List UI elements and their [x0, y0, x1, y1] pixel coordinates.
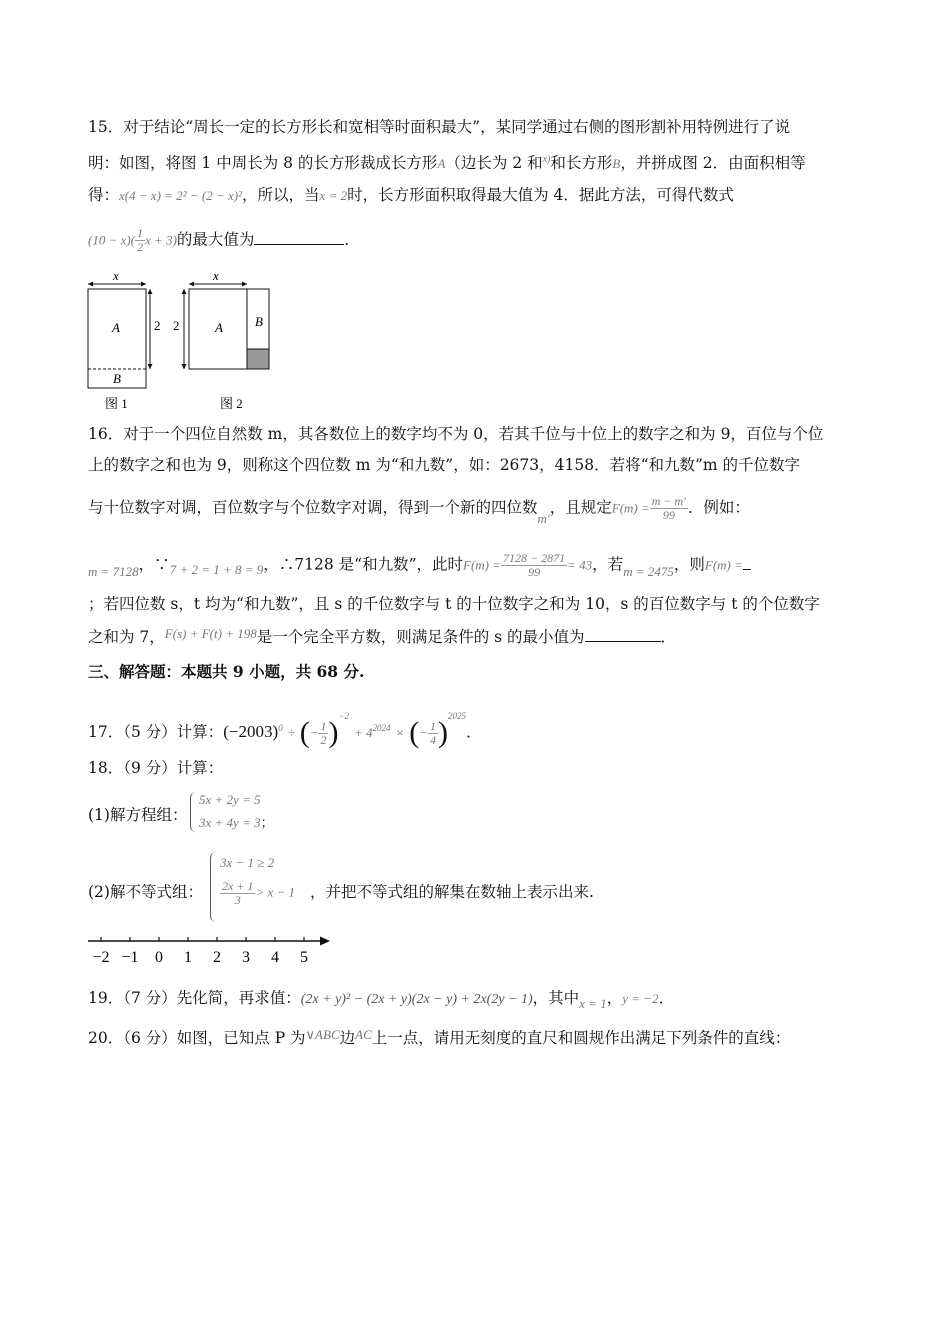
q15-figures — [80, 268, 290, 413]
q16-line-2: 上的数字之和也为 9，则称这个四位数 m 为“和九数”，如：2673，4158．若将“和九数”m 的千位数字 — [88, 456, 801, 474]
number-line-label: 3 — [242, 949, 250, 966]
figure-1 — [88, 268, 161, 411]
q15-line-1: 15．对于结论“周长一定的长方形长和宽相等时面积最大”，某同学通过右侧的图形割补用特例进行了说 — [88, 118, 791, 136]
q15-line-2: 明：如图，将图 1 中周长为 8 的长方形裁成长方形A（边长为 2 和$^{x)}$和长方形B，并拼成图 2．由面积相等 — [88, 154, 806, 173]
fig2-A-label: A — [215, 320, 223, 335]
number-line-label: 0 — [155, 949, 163, 966]
section-3-header: 三、解答题：本题共 9 小题，共 68 分. — [88, 662, 365, 681]
answer-blank-q15[interactable] — [254, 230, 344, 245]
q16-line-4: $_{m = 7128}$，$\because_{7 + 2 = 1 + 8 = 9}$，∴7128 是“和九数”，此时F(m) = $\frac{7128 - 2871}{99}$ = 43，若$_{m = 2475}$，则F(m) = — [88, 552, 751, 579]
fig2-shaded-square — [247, 349, 269, 369]
number-line-label: −2 — [92, 949, 110, 966]
fig1-side-label: 2 — [154, 318, 161, 333]
q18-part2-brace — [210, 852, 217, 922]
number-line-label: 1 — [184, 949, 192, 966]
fig1-x-label: x — [113, 268, 119, 283]
figure-2 — [173, 268, 269, 411]
q18-part2-label: (2)解不等式组： — [88, 883, 203, 901]
q18-part1-brace — [190, 792, 197, 832]
q18-part1-eq1: 5x + 2y = 5 — [199, 792, 261, 807]
number-line-label: 2 — [213, 949, 221, 966]
fig2-x-label: x — [213, 268, 219, 283]
q15-line-3: 得：x(4 − x) = 2² − (2 − x)²，所以，当x = 2时，长方形面积取得最大值为 4．据此方法，可得代数式 — [88, 186, 734, 204]
q16-line-3: 与十位数字对调，百位数字与个位数字对调，得到一个新的四位数$_{m'}$，且规定F(m) = $\frac{m - m'}{99}$ ．例如： — [88, 494, 750, 526]
fig2-side-label: 2 — [173, 318, 180, 333]
q18-title: 18．（9 分）计算： — [88, 759, 224, 777]
q18-part2-eq1: 3x − 1 ≥ 2 — [220, 855, 275, 870]
fig1-caption: 图 1 — [105, 396, 128, 411]
q19: 19．（7 分）先化简，再求值：(2x + y)² − (2x + y)(2x − y) + 2x(2y − 1)，其中$_{x = 1}$，y = −2． — [88, 989, 675, 1011]
q18-part2-eq2: $\frac{2x + 1}{3}$ > x − 1 — [222, 879, 296, 907]
q16-line-5: ；若四位数 s，t 均为“和九数”，且 s 的千位数字与 t 的十位数字之和为 10，s 的百位数字与 t 的个位数字 — [88, 595, 820, 613]
q16-line-1: 16．对于一个四位自然数 m，其各数位上的数字均不为 0，若其千位与十位上的数字之和为 9，百位与个位 — [88, 425, 824, 443]
q16-line-6: 之和为 7，$^{F(s) + F(t) + 198}$是一个完全平方数，则满足条件的 s 的最小值为 ． — [88, 626, 677, 646]
fig1-B-label: B — [113, 371, 121, 386]
q18-part1-eq2: 3x + 4y = 3； — [199, 815, 274, 830]
answer-blank-q16a[interactable] — [743, 555, 751, 570]
q17: 17．（5 分）计算：$(-2003)^0$ ÷ (− $\frac{1}{2}$ )$^{-2} + 4^{2024}$ × (− $\frac{1}{4}$ )$^{2025}$． — [88, 711, 482, 749]
fig1-A-label: A — [112, 320, 120, 335]
q15-line-4: (10 − x)( $\frac{1}{2}$ x + 3)的最大值为 ． — [88, 226, 360, 254]
number-line-arrow-icon — [320, 937, 330, 946]
number-line-label: 4 — [271, 949, 279, 966]
q20: 20．（6 分）如图，已知点 P 为$^{\vee ABC}$边$^{AC}$上一点，请用无刻度的直尺和圆规作出满足下列条件的直线： — [88, 1027, 791, 1047]
answer-blank-q16b[interactable] — [585, 627, 661, 642]
fig2-B-label: B — [255, 314, 263, 329]
number-line — [84, 930, 334, 970]
q18-part2-instruction: ，并把不等式组的解集在数轴上表示出来. — [310, 883, 594, 901]
fig2-caption: 图 2 — [220, 396, 243, 411]
number-line-label: −1 — [121, 949, 139, 966]
q18-part1-label: (1)解方程组： — [88, 806, 188, 824]
number-line-label: 5 — [300, 949, 308, 966]
